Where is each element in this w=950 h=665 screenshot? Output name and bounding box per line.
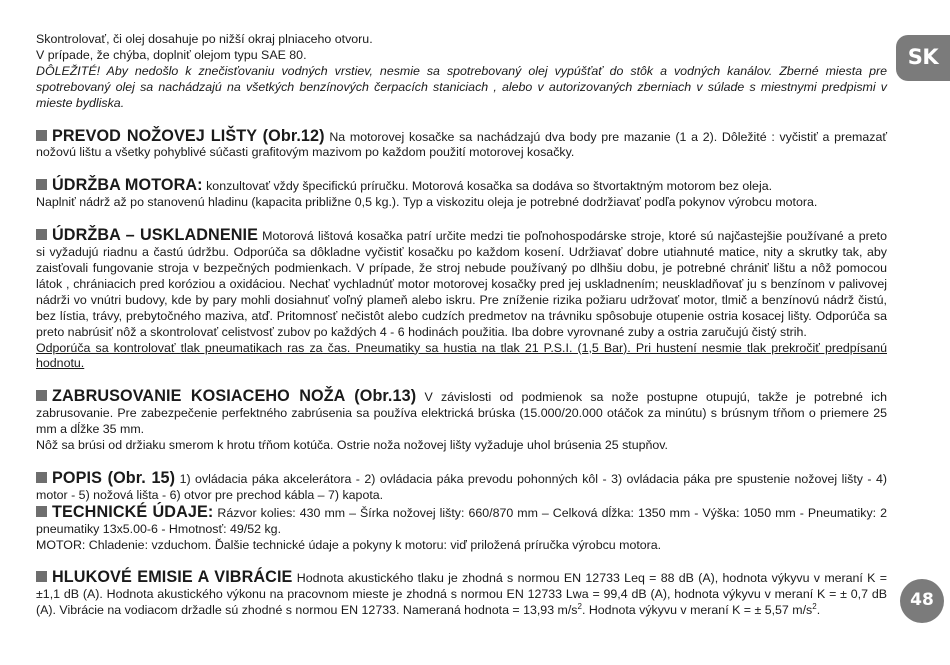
section-text-2: MOTOR: Chladenie: vzduchom. Ďalšie technické údaje a pokyny k motoru: viď priložená príručka výrobcu motora.	[36, 537, 662, 552]
intro-line-1: Skontrolovať, či olej dosahuje po nižší okraj plniaceho otvoru.	[36, 32, 373, 46]
superscript: 2	[812, 602, 817, 612]
document-body	[36, 32, 887, 619]
section-title: ZABRUSOVANIE KOSIACEHO NOŽA (Obr.13)	[52, 387, 417, 406]
section-bullet-icon	[36, 571, 47, 582]
section-technicke	[36, 502, 887, 554]
section-text: Na motorovej kosačke sa nachádzajú dva body pre mazanie (1 a 2). Dôležité : vyčistiť a premazať nožovú lištu a všetky pohyblivé súčasti grafitovým mazivom po každom použití motorovej kosačky.	[36, 129, 887, 160]
section-text: 1) ovládacia páka akcelerátora - 2) ovládacia páka prevodu pohonných kôl - 3) ovládacia páka pre spustenie nožovej lišty - 4) motor - 5) nožová lišta - 6) otvor pre prechod kábla – 7) kapota.	[36, 471, 887, 502]
section-prevod	[36, 126, 887, 162]
section-title: TECHNICKÉ ÚDAJE:	[52, 502, 214, 521]
section-text-end: .	[816, 603, 821, 618]
section-motor	[36, 178, 887, 211]
tire-pressure-note: Odporúča sa kontrolovať tlak pneumatikach ras za čas. Pneumatiky sa hustia na tlak 21 P.S.I. (1,5 Bar). Pri hustení nesmie tlak prekročiť predpísanú hodnotu.	[36, 340, 887, 371]
section-text-mid: . Hodnota výkyvu v meraní K = ± 5,57 m/s	[581, 603, 813, 618]
intro-block	[36, 32, 887, 112]
intro-line-2: V prípade, že chýba, doplniť olejom typu SAE 80.	[36, 47, 307, 62]
section-text: Rázvor kolies: 430 mm – Šírka nožovej lišty: 660/870 mm – Celková dĺžka: 1350 mm - Výška: 1050 mm - Pneumatiky: 2 pneumatiky 13x5.00-6 - Hmotnosť: 49/52 kg.	[36, 505, 887, 536]
section-text-2: Naplniť nádrž až po stanovenú hladinu (kapacita približne 0,5 kg.). Typ a viskozitu oleja je potrebné dodržiavať podľa pokynov výrobcu motora.	[36, 195, 818, 210]
section-bullet-icon	[36, 229, 47, 240]
section-hluk	[36, 570, 887, 619]
section-zabrusovanie	[36, 389, 887, 454]
section-bullet-icon	[36, 179, 47, 190]
section-text: Hodnota akustického tlaku je zhodná s normou EN 12733 Leq = 88 dB (A), hodnota výkyvu v meraní K = ±1,1 dB (A). Hodnota akustického výkonu na pracovnom mieste je zhodná s normou EN 12733 Lwa = 99,4 dB (A), hodnota výkyvu v meraní K = ± 0,7 dB (A). Vibrácie na vodiacom držadle sú zhodné s normou EN 12733. Nameraná hodnota = 13,93 m/s	[36, 571, 887, 618]
section-bullet-icon	[36, 130, 47, 141]
section-bullet-icon	[36, 472, 47, 483]
section-text: konzultovať vždy špecifickú príručku. Motorová kosačka sa dodáva so štvortaktným motorom bez oleja.	[202, 179, 773, 194]
section-text: V závislosti od podmienok sa nože postupne otupujú, takže je potrebné ich zabrusovanie. Pre zabezpečenie perfektného zabrúsenia sa používa elektrická brúska (15.000/20.000 otáčok za minútu) s brúsnym tŕňom o priemere 25 mm a dĺžke 35 mm.	[36, 390, 887, 437]
section-bullet-icon	[36, 506, 47, 517]
section-title: POPIS (Obr. 15)	[52, 468, 176, 487]
section-text-2: Nôž sa brúsi od držiaku smerom k hrotu tŕňom kotúča. Ostrie noža nožovej lišty vyžaduje uhol brúsenia 25 stupňov.	[36, 438, 668, 453]
language-tab: SK	[896, 35, 950, 81]
section-title: HLUKOVÉ EMISIE A VIBRÁCIE	[52, 568, 293, 587]
section-title: PREVOD NOŽOVEJ LIŠTY (Obr.12)	[52, 126, 325, 145]
section-uskladnenie	[36, 228, 887, 372]
section-title: ÚDRŽBA – USKLADNENIE	[52, 226, 259, 245]
page-number: 48	[900, 579, 944, 623]
superscript: 2	[577, 602, 582, 612]
section-text: Motorová lištová kosačka patrí určite medzi tie poľnohospodárske stroje, ktoré sú najčastejšie používané a preto si vyžadujú riadnu a častú údržbu. Odporúča sa dôkladne vyčistiť kosačku po každom kosení. Udržiavať dobre utiahnuté matice, nity a skrutky tak, aby zaisťovali fungovanie stroja v bezpečných podmienkach. V prípade, že stroj nebude používaný po dlhšiu dobu, je potrebné chrániť lištu a nôž pomocou látok , chrániacich pred koróziou a oxidáciou. Nechať vychladnúť motor motorovej kosačky pred jej uskladnením; neuskladňovať ju s benzínom v palivovej nádrži vo vnútri budovy, kde by pary mohli dosiahnuť voľný plameň alebo iskru. Pre zníženie rizika požiaru udržovať motor, tlmič a benzínovú nádrž čistú, bez lístia, trávy, prebytočného maziva, atď. Pritomnosť nečistôt alebo cudzích predmetov na trávniku spôsobuje otupenie ostria kosacej lišty. Odporúča sa preto nabrúsiť nôž a skontrolovať celistvosť zubov po každých 4 - 6 hodinách použitia. Iba dobre vyrovnané zuby a ostria zaručujú čistý strih.	[36, 229, 887, 339]
section-title: ÚDRŽBA MOTORA:	[52, 176, 203, 195]
important-note: DÔLEŽITÉ! Aby nedošlo k znečisťovaniu vodných vrstiev, nesmie sa spotrebovaný olej vypúšťať do stôk a vodných kanálov. Zberné miesta pre spotrebovaný olej sa nachádzajú na všetkých benzínových čerpacích staniciach , alebo v autorizovaných zberniach v súlade s miestnymi predpismi v mieste bydliska.	[36, 63, 887, 110]
section-popis	[36, 468, 887, 504]
section-bullet-icon	[36, 390, 47, 401]
